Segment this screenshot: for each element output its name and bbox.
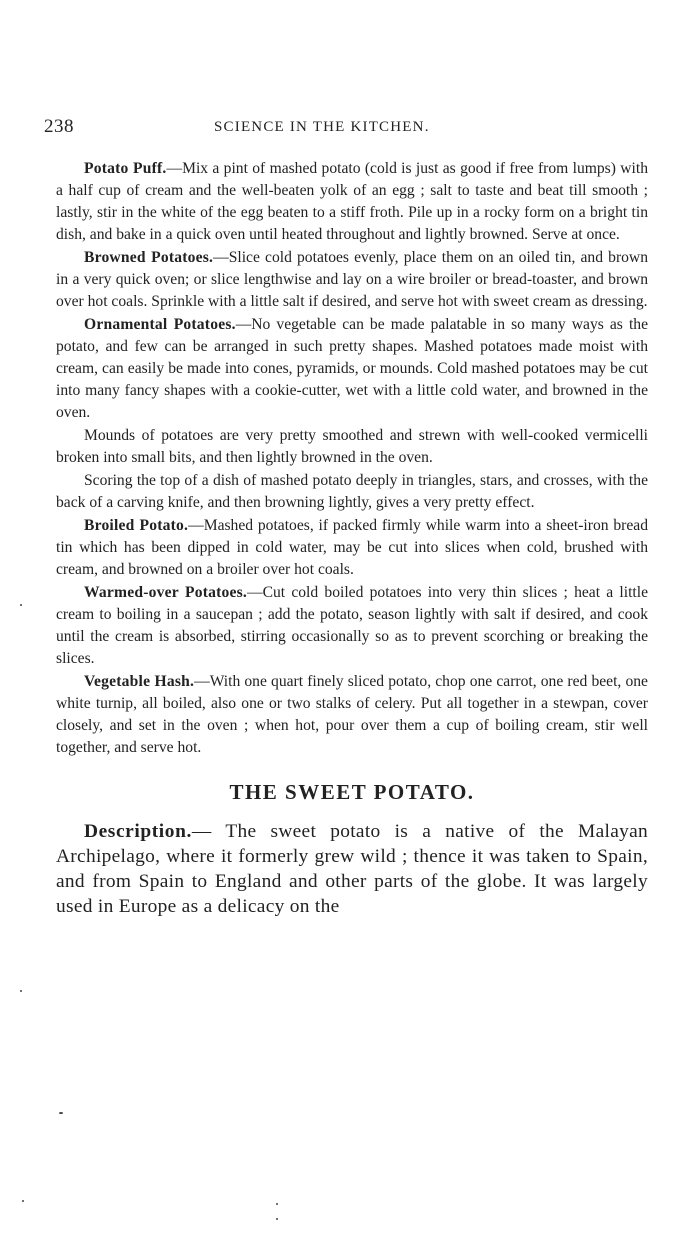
page-number: 238 — [44, 116, 74, 137]
recipe-title: Ornamental Potatoes. — [84, 316, 236, 333]
description-title: Description. — [84, 821, 192, 842]
recipe-body: —With one quart finely sliced potato, chop one carrot, one red beet, one white turnip, all boiled, also one or two stalks of celery. Put all together in a stewpan, cover closely, and set in the oven ; when hot, pour over them a cup of boiling cream, stir well together, and serve hot. — [56, 673, 648, 756]
paragraph-potato-puff — [56, 158, 648, 246]
recipe-body: —Cut cold boiled potatoes into very thin slices ; heat a little cream to boiling in a saucepan ; add the potato, season lightly with salt if desired, and cook until the cream is absorbed, stirring occasionally so as to prevent scorching or breaking the slices. — [56, 584, 648, 667]
page-header — [44, 116, 648, 142]
recipe-body: Mounds of potatoes are very pretty smoothed and strewn with well-cooked vermicelli broken into small bits, and then lightly browned in the oven. — [56, 427, 648, 466]
recipe-body: Scoring the top of a dish of mashed potato deeply in triangles, stars, and crosses, with the back of a carving knife, and then browning lightly, gives a very pretty effect. — [56, 472, 648, 511]
description-body: — The sweet potato is a native of the Malayan Archipelago, where it formerly grew wild ; thence it was taken to Spain, and from Spain to England and other parts of the globe. It was largely used in Europe as a delicacy on the — [56, 821, 648, 917]
scan-speck — [22, 1200, 24, 1202]
recipe-body: —No vegetable can be made palatable in so many ways as the potato, and few can be arranged in such pretty shapes. Mashed potatoes made moist with cream, can easily be made into cones, pyramids, or mounds. Cold mashed potatoes may be cut into many fancy shapes with a cookie-cutter, wet with a little cold water, and browned in the oven. — [56, 316, 648, 421]
paragraph-mounds — [56, 425, 648, 469]
scan-speck — [20, 604, 22, 606]
recipe-title: Vegetable Hash. — [84, 673, 195, 690]
paragraph-browned-potatoes — [56, 247, 648, 313]
recipe-title: Broiled Potato. — [84, 517, 189, 534]
scan-speck — [276, 1218, 278, 1220]
paragraph-broiled-potato — [56, 515, 648, 581]
recipe-body: —Slice cold potatoes evenly, place them on an oiled tin, and brown in a very quick oven; or slice lengthwise and lay on a wire broiler or bread-toaster, and brown over hot coals. Sprinkle with a little salt if desired, and serve hot with sweet cream as dressing. — [56, 249, 648, 310]
recipe-title: Potato Puff. — [84, 160, 167, 177]
recipe-title: Browned Potatoes. — [84, 249, 214, 266]
recipe-body: —Mix a pint of mashed potato (cold is just as good if free from lumps) with a half cup of cream and the well-beaten yolk of an egg ; salt to taste and beat till smooth ; lastly, stir in the white of the egg beaten to a stiff froth. Pile up in a rocky form on a bright tin dish, and bake in a quick oven until heated throughout and lightly browned. Serve at once. — [56, 160, 648, 243]
recipe-title: Warmed-over Potatoes. — [84, 584, 247, 601]
paragraph-description — [56, 819, 648, 919]
running-head: SCIENCE IN THE KITCHEN. — [214, 119, 430, 135]
scan-speck — [59, 1112, 63, 1114]
section-title: THE SWEET POTATO. — [229, 780, 475, 804]
paragraph-scoring — [56, 470, 648, 514]
scan-speck — [276, 1203, 278, 1205]
recipe-text — [56, 158, 648, 759]
paragraph-vegetable-hash — [56, 671, 648, 759]
paragraph-ornamental-potatoes — [56, 314, 648, 424]
scan-speck — [20, 990, 22, 992]
recipe-body: —Mashed potatoes, if packed firmly while warm into a sheet-iron bread tin which has been dipped in cold water, may be cut into slices when cold, brushed with cream, and browned on a broiler over hot coals. — [56, 517, 648, 578]
section-description — [56, 819, 648, 919]
paragraph-warmed-over-potatoes — [56, 582, 648, 670]
book-page — [44, 116, 648, 919]
